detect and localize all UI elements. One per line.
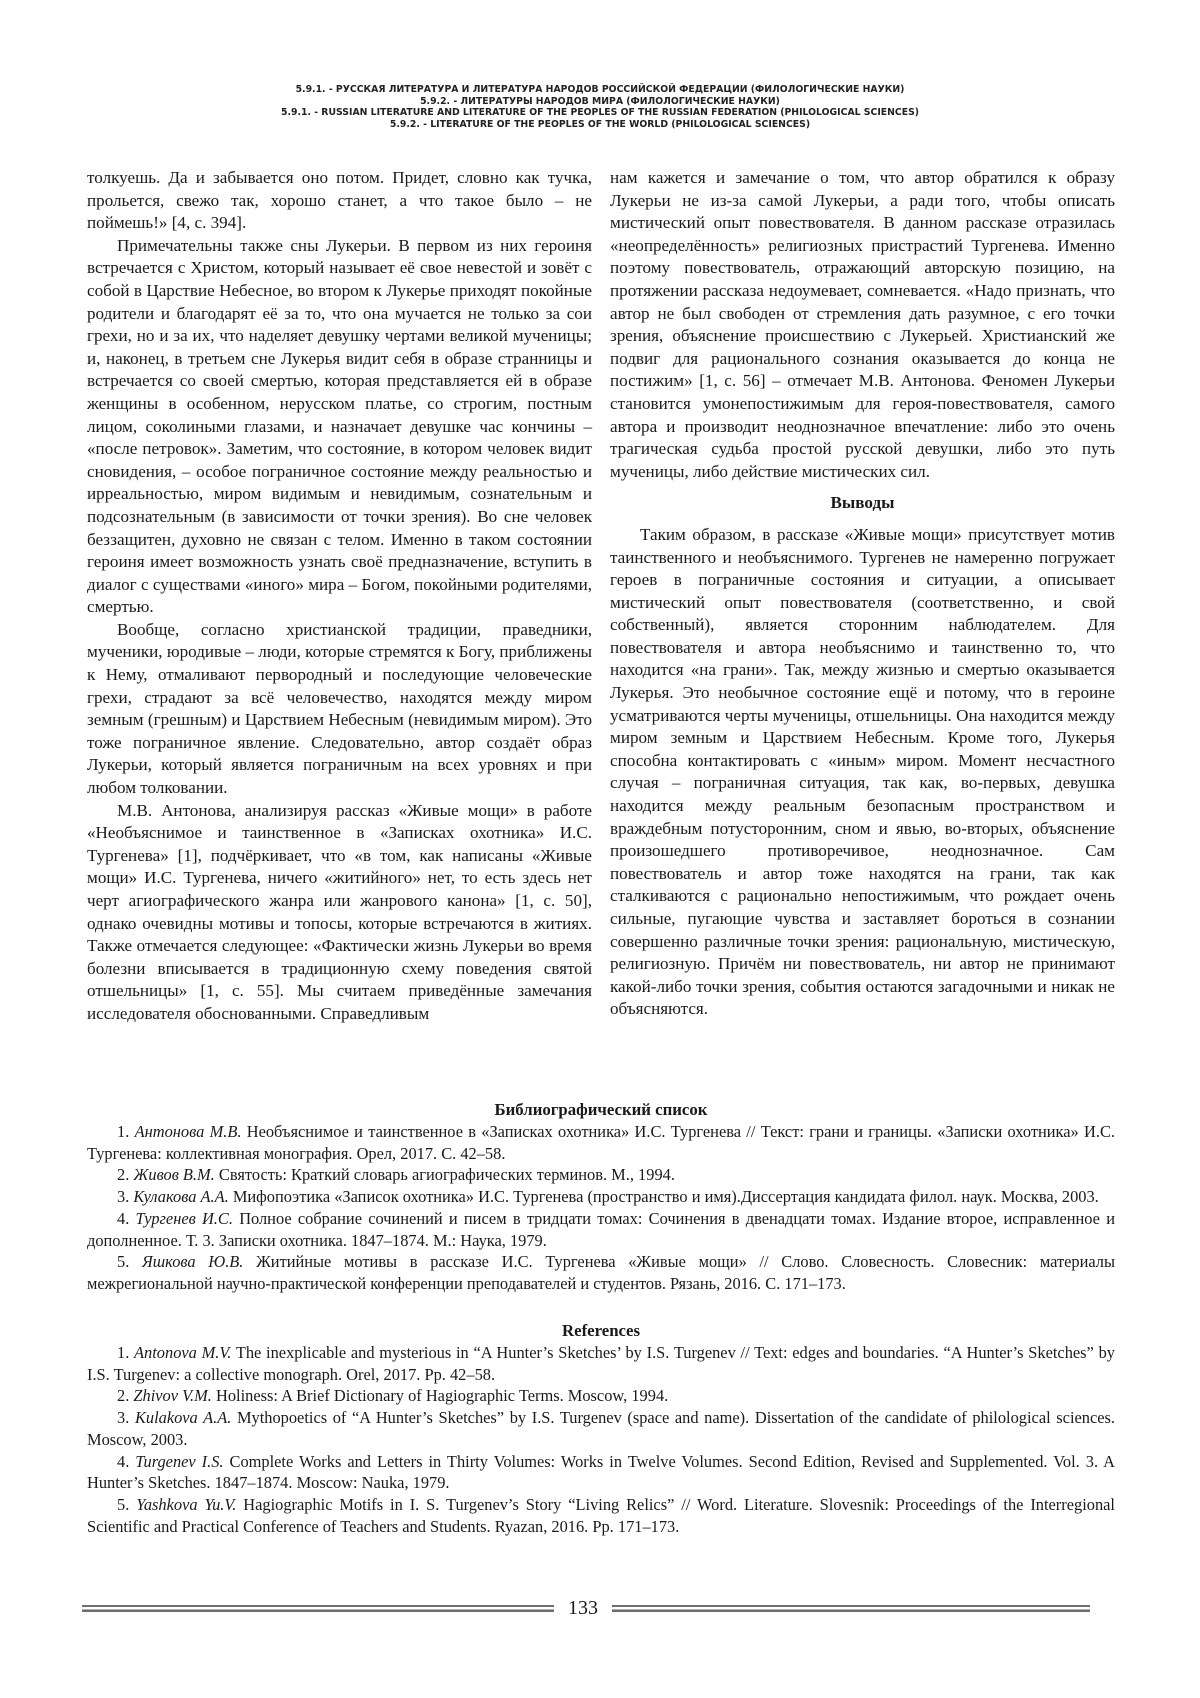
header-line: 5.9.1. - RUSSIAN LITERATURE AND LITERATURE OF THE PEOPLES OF THE RUSSIAN FEDERATION (PHILOLOGICAL SCIENCES) — [280, 107, 920, 119]
bibliography-heading: Библиографический список — [494, 1100, 708, 1119]
paragraph: Примечательны также сны Лукерьи. В первом из них героиня встречается с Христом, который называет её свое невестой и зовёт с собой в Царствие Небесное, во втором к Лукерье приходят покойные родители и благодарят её за то, что она мучается не только за сои грехи, но и за их, что наделяет девушку чертами великой мученицы; и, наконец, в третьем сне Лукерья видит себя в образе странницы и встречается со своей смертью, которая представляется ей в образе женщины в особенном, нерусском платье, со строгим, постным лицом, соколиными глазами, и назначает девушке час кончины – «после петровок». Заметим, что состояние, в котором человек видит сновидения, – особое пограничное состояние между реальностью и ирреальностью, миром видимым и невидимым, сознательным и подсознательным (в зависимости от точки зрения). Во сне человек беззащитен, духовно не связан с телом. Именно в таком состоянии героиня имеет возможность узнать своё предназначение, вступить в диалог с существами «иного» мира – Богом, покойными родителями, смертью. — [87, 235, 592, 617]
paragraph: Вообще, согласно христианской традиции, праведники, мученики, юродивые – люди, которые стремятся к Богу, приближены к Нему, отмаливают первородный и последующие человеческие грехи, страдают за всё человечество, находятся между миром земным (грешным) и Царствием Небесным (невидимым миром). Это тоже пограничное явление. Следовательно, автор создаёт образ Лукерьи, который является пограничным на всех уровнях и при любом толковании. — [87, 619, 592, 798]
reference-entry: 1. Antonova M.V. The inexplicable and mysterious in “A Hunter’s Sketches’ by I.S. Turgenev // Text: edges and boundaries. “A Hunter’s Sketches” by I.S. Turgenev: a collective monograph. Orel, 2017. Pp. 42–58. — [87, 1343, 1115, 1384]
bibliography-entry: 2. Живов В.М. Святость: Краткий словарь агиографических терминов. М., 1994. — [117, 1165, 675, 1185]
footer-rule-right — [612, 1605, 1090, 1612]
entry-author: Кулакова А.А. — [133, 1187, 229, 1207]
entry-author: Антонова М.В. — [134, 1122, 242, 1141]
header-line: 5.9.2. - LITERATURE OF THE PEOPLES OF THE WORLD (PHILOLOGICAL SCIENCES) — [389, 118, 811, 130]
reference-entry: 2. Zhivov V.M. Holiness: A Brief Dictionary of Hagiographic Terms. Moscow, 1994. — [117, 1386, 669, 1406]
references-heading: References — [562, 1321, 640, 1340]
entry-author: Yashkova Yu.V. — [136, 1494, 237, 1514]
bibliography-entry: 1. Антонова М.В. Необъяснимое и таинственное в «Записках охотника» И.С. Тургенева // Текст: грани и границы. «Записки охотника» И.С. Тургенева: коллективная монография. Орел, 2017. С. 42–58. — [87, 1122, 1115, 1163]
reference-entry: 5. Yashkova Yu.V. Hagiographic Motifs in I. S. Turgenev’s Story “Living Relics” // Word. Literature. Slovesnik: Proceedings of the Interregional Scientific and Practical Conference of Teachers and Students. Ryazan, 2016. Pp. 171–173. — [87, 1494, 1115, 1536]
paragraph: Таким образом, в рассказе «Живые мощи» присутствует мотив таинственного и необъяснимого. Тургенев не намеренно погружает героев в пограничные состояния и ситуации, а описывает мистический опыт повествователя (соответственно, и свой собственный), является сторонним наблюдателем. Для повествователя и автора необъяснимо и таинственно то, что находится «на грани». Так, между жизнью и смертью оказывается Лукерья. Это необычное состояние ещё и потому, что в героине усматриваются черты мученицы, отшельницы. Она находится между миром земным и Царствием Небесным. Кроме того, Лукерья способна контактировать с «иным» миром. Момент несчастного случая – пограничная ситуация, так как, во-первых, девушка находится между реальным безопасным пространством и враждебным потусторонним, сном и явью, во-вторых, объяснение произошедшего противоречивое, неоднозначное. Сам повествователь и автор тоже находятся на грани, так как сталкиваются с рационально непостижимым, что рождает очень сильные, пугающие чувства и заставляет бороться в сознании совершенно различные точки зрения: рациональную, мистическую, религиозную. Причём ни повествователь, ни автор не принимают какой-либо точки зрения, события остаются загадочными и никак не объясняются. — [610, 524, 1115, 1019]
bibliography-entry: 3. Кулакова А.А. Мифопоэтика «Записок охотника» И.С. Тургенева (пространство и имя).Диссертация кандидата филол. наук. Москва, 2003. — [117, 1187, 1099, 1207]
entry-author: Zhivov V.M. — [133, 1386, 212, 1406]
reference-entry: 4. Turgenev I.S. Complete Works and Letters in Thirty Volumes: Works in Twelve Volumes. Second Edition, Revised and Supplemented. Vol. 3. A Hunter’s Sketches. 1847–1874. Moscow: Nauka, 1979. — [87, 1451, 1115, 1493]
header-line: 5.9.2. - ЛИТЕРАТУРЫ НАРОДОВ МИРА (ФИЛОЛОГИЧЕСКИЕ НАУКИ) — [420, 95, 780, 107]
page-number: 133 — [568, 1597, 598, 1619]
paragraph: толкуешь. Да и забывается оно потом. Придет, словно как тучка, прольется, свежо так, хорошо станет, а что такое было – не поймешь!» [4, с. 394]. — [87, 168, 592, 233]
header-line: 5.9.1. - РУССКАЯ ЛИТЕРАТУРА И ЛИТЕРАТУРА НАРОДОВ РОССИЙСКОЙ ФЕДЕРАЦИИ (ФИЛОЛОГИЧЕСКИЕ НАУКИ) — [295, 84, 905, 95]
bibliography-entry: 5. Яшкова Ю.В. Житийные мотивы в рассказе И.С. Тургенева «Живые мощи» // Слово. Словесность. Словесник: материалы межрегиональной научно-практической конференции преподавателей и студентов. Рязань, 2016. С. 171–173. — [87, 1252, 1115, 1293]
reference-entry: 3. Kulakova A.A. Mythopoetics of “A Hunter’s Sketches” by I.S. Turgenev (space and name). Dissertation of the candidate of philological sciences. Moscow, 2003. — [87, 1408, 1115, 1449]
bibliography-section — [87, 1099, 1115, 1295]
right-column — [610, 167, 1115, 1021]
entry-author: Antonova M.V. — [134, 1343, 232, 1362]
entry-author: Turgenev I.S. — [135, 1451, 224, 1471]
conclusions-heading: Выводы — [830, 493, 895, 513]
paragraph: нам кажется и замечание о том, что автор обратился к образу Лукерьи не из-за самой Лукерьи, а ради того, чтобы описать мистический опыт повествователя. В данном рассказе отразилась «неопределённость» религиозных пристрастий Тургенева. Именно поэтому повествователь, отражающий авторскую позицию, на протяжении рассказа недоумевает, сомневается. «Надо признать, что автор не был свободен от стремления дать разумное, с его точки зрения, объяснение происшествию с Лукерьей. Христианский же подвиг для рационального сознания оказывается до конца не постижим» [1, с. 56] – отмечает М.В. Антонова. Феномен Лукерьи становится умонепостижимым для героя-повествователя, самого автора и производит неоднозначное впечатление: либо это очень трагическая судьба простой русской девушки, либо это путь мученицы, либо действие мистических сил. — [610, 168, 1115, 481]
paragraph: М.В. Антонова, анализируя рассказ «Живые мощи» в работе «Необъяснимое и таинственное в «Записках охотника» И.С. Тургенева» [1], подчёркивает, что «в том, как написаны «Живые мощи» И.С. Тургенева, ничего «житийного» нет, то есть здесь нет черт агиографического жанра или жанрового канона» [1, с. 50], однако очевидны мотивы и топосы, которые встречаются в житиях. Также отмечается следующее: «Фактически жизнь Лукерьи во время болезни вписывается в традиционную схему поведения святой отшельницы» [1, с. 55]. Мы считаем приведённые замечания исследователя обоснованными. Справедливым — [87, 800, 592, 1023]
footer-rule-left — [82, 1605, 554, 1612]
left-column — [87, 167, 592, 1026]
references-section — [87, 1320, 1115, 1537]
bibliography-entry: 4. Тургенев И.С. Полное собрание сочинений и писем в тридцати томах: Сочинения в двенадцати томах. Издание второе, исправленное и дополненное. Т. 3. Записки охотника. 1847–1874. М.: Наука, 1979. — [87, 1208, 1115, 1250]
entry-author: Kulakova A.A. — [134, 1408, 232, 1428]
running-header — [0, 84, 1200, 130]
entry-author: Живов В.М. — [133, 1165, 215, 1185]
entry-author: Яшкова Ю.В. — [142, 1252, 244, 1272]
entry-author: Тургенев И.С. — [135, 1208, 233, 1228]
